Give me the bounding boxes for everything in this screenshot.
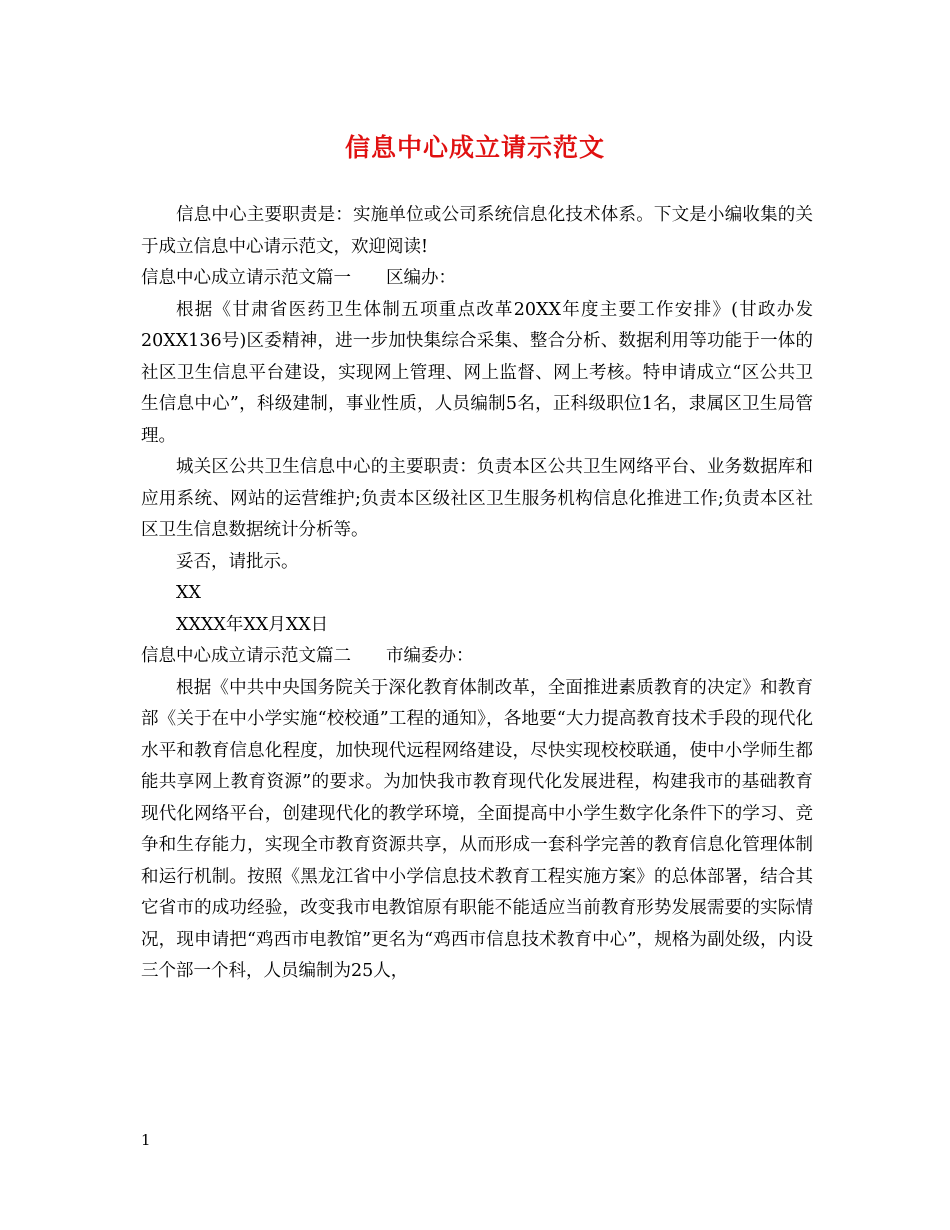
date-line: XXXX年XX月XX日 [176, 614, 329, 635]
signature: XX [176, 583, 201, 603]
document-body [141, 200, 813, 988]
section-1-paragraph-2: 城关区公共卫生信息中心的主要职责：负责本区公共卫生网络平台、业务数据库和应用系统、网站的运营维护;负责本区级社区卫生服务机构信息化推进工作;负责本区社区卫生信息数据统计分析等。 [141, 457, 813, 540]
section-heading-2: 信息中心成立请示范文篇二 市编委办： [141, 646, 474, 666]
section-1-paragraph-1: 根据《甘肃省医药卫生体制五项重点改革20XX年度主要工作安排》(甘政办发20XX136号)区委精神，进一步加快集综合采集、整合分析、数据利用等功能于一体的社区卫生信息平台建设，实现网上管理、网上监督、网上考核。特申请成立“区公共卫生信息中心”，科级建制，事业性质，人员编制5名，正科级职位1名，隶属区卫生局管理。 [141, 299, 813, 446]
document-title: 信息中心成立请示范文 [344, 133, 605, 162]
section-heading-1: 信息中心成立请示范文篇一 区编办： [141, 268, 456, 288]
page-number: 1 [141, 1131, 151, 1149]
section-2-paragraph-1: 根据《中共中央国务院关于深化教育体制改革，全面推进素质教育的决定》和教育部《关于在中小学实施“校校通”工程的通知》，各地要“大力提高教育技术手段的现代化水平和教育信息化程度，加快现代远程网络建设，尽快实现校校联通，使中小学师生都能共享网上教育资源”的要求。为加快我市教育现代化发展进程，构建我市的基础教育现代化网络平台，创建现代化的教学环境，全面提高中小学生数字化条件下的学习、竞争和生存能力，实现全市教育资源共享，从而形成一套科学完善的教育信息化管理体制和运行机制。按照《黑龙江省中小学信息技术教育工程实施方案》的总体部署，结合其它省市的成功经验，改变我市电教馆原有职能不能适应当前教育形势发展需要的实际情况，现申请把“鸡西市电教馆”更名为“鸡西市信息技术教育中心”，规格为副处级，内设三个部一个科，人员编制为25人， [141, 677, 813, 981]
intro-paragraph: 信息中心主要职责是：实施单位或公司系统信息化技术体系。下文是小编收集的关于成立信息中心请示范文，欢迎阅读! [141, 205, 813, 257]
closing-request: 妥否，请批示。 [176, 551, 299, 572]
